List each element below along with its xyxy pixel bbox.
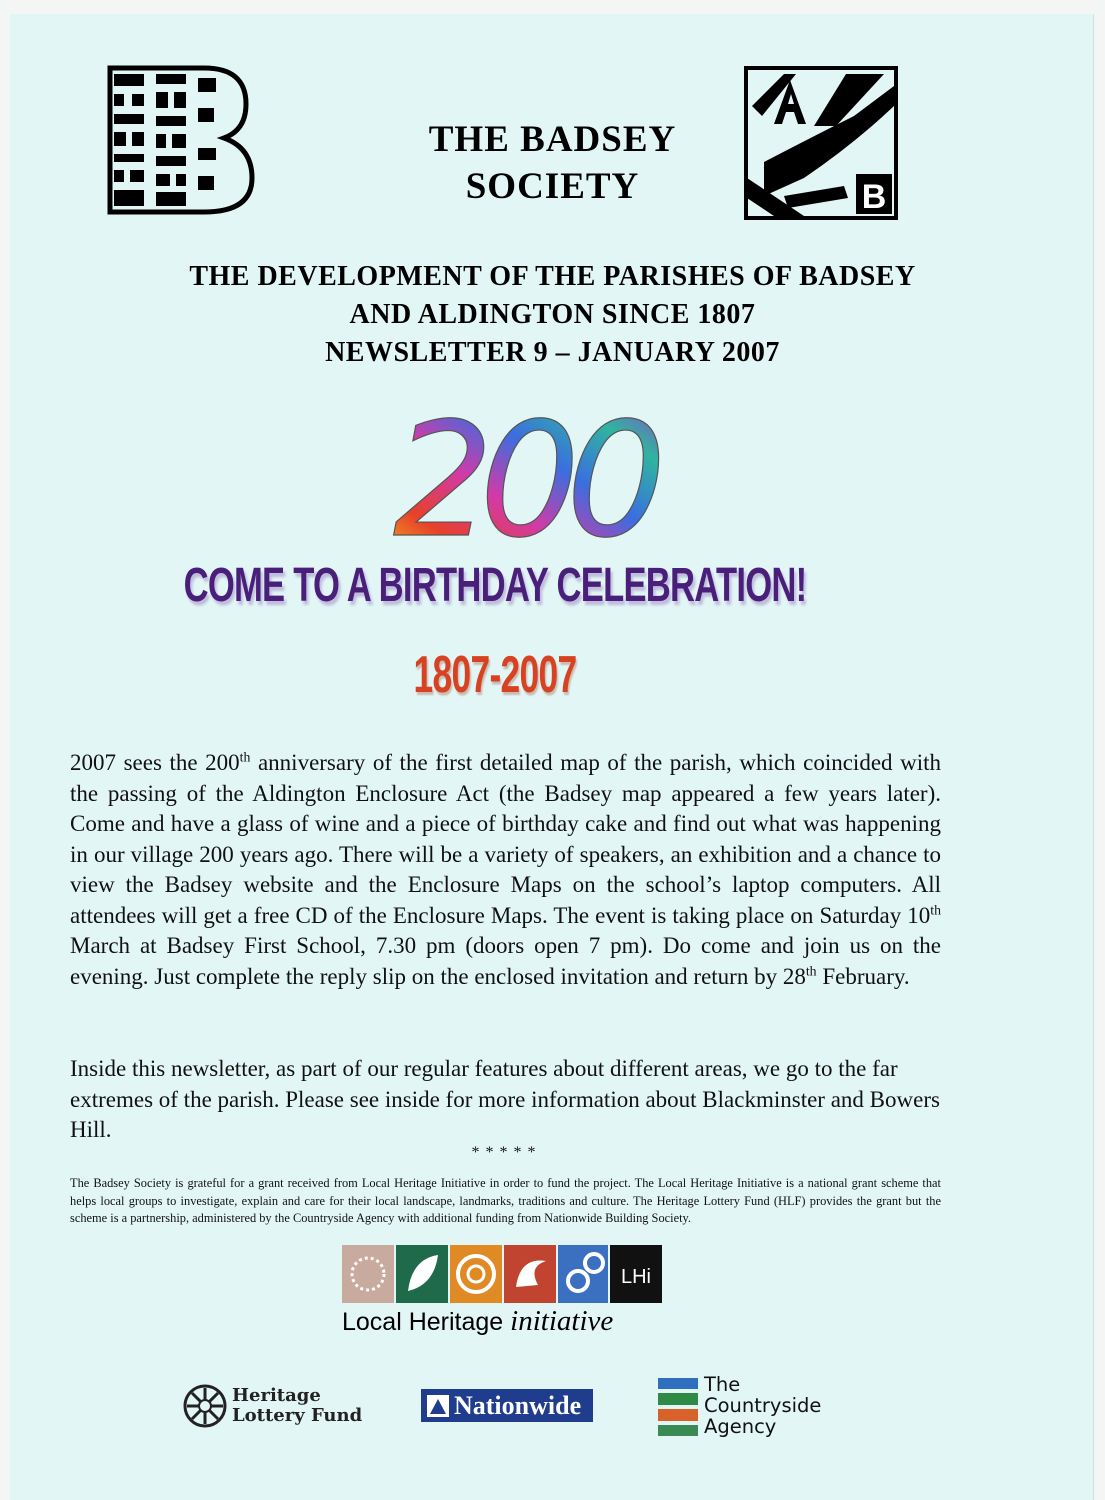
inside-paragraph: Inside this newsletter, as part of our regular features about different areas, we go to the far extremes of the parish. Please see inside for more information about Blackminster and Bowers Hill. [70, 1056, 940, 1142]
heritage-lottery-fund-logo: Heritage Lottery Fund [232, 1385, 363, 1426]
newsletter-subtitle: THE DEVELOPMENT OF THE PARISHES OF BADSEY AND ALDINGTON SINCE 1807 NEWSLETTER 9 – JANUARY 2007 [189, 261, 916, 368]
lhi-logo-strip [342, 1245, 662, 1303]
countryside-agency-icon [658, 1378, 698, 1436]
lhi-wordmark: Local Heritage initiative [342, 1305, 614, 1337]
separator-stars: ***** [471, 1144, 542, 1161]
heritage-lottery-fund-icon [182, 1383, 228, 1429]
event-paragraph: 2007 sees the 200th anniversary of the first detailed map of the parish, which coincided with the passing of the Aldington Enclosure Act (the Badsey map appeared a few years later). Come and have a glass of wine and a piece of birthday cake and find out what was happening in our village 200 years ago. There will be a variety of speakers, an exhibition and a chance to view the Badsey website and the Enclosure Maps on the school’s laptop computers. All attendees will get a free CD of the Enclosure Maps. The event is taking place on Saturday 10th March at Badsey First School, 7.30 pm (doors open 7 pm). Do come and join us on the evening. Just complete the reply slip on the enclosed invitation and return by 28th February. [70, 749, 941, 989]
aldington-badsey-logo [744, 66, 898, 220]
birthday-headline: COME TO A BIRTHDAY CELEBRATION! [183, 559, 807, 612]
nationwide-house-icon [426, 1394, 450, 1418]
svg-text:200: 200 [393, 389, 653, 573]
anniversary-years: 1807-2007 [413, 646, 577, 704]
nationwide-logo: Nationwide [421, 1389, 593, 1422]
svg-text:LHi: LHi [620, 1266, 652, 1288]
society-title: THE BADSEY SOCIETY [428, 119, 677, 207]
rainbow-200-graphic [393, 385, 653, 573]
countryside-agency-logo: The Countryside Agency [704, 1373, 822, 1438]
svg-text:B: B [861, 178, 887, 216]
grant-acknowledgement: The Badsey Society is grateful for a grant received from Local Heritage Initiative in order to fund the project. The Local Heritage Initiative is a national grant scheme that helps local groups to investigate, explain and care for their local landscape, landmarks, traditions and culture. The Heritage Lottery Fund (HLF) provides the grant but the scheme is a partnership, administered by the Countryside Agency with additional funding from Nationwide Building Society. [70, 1176, 941, 1225]
